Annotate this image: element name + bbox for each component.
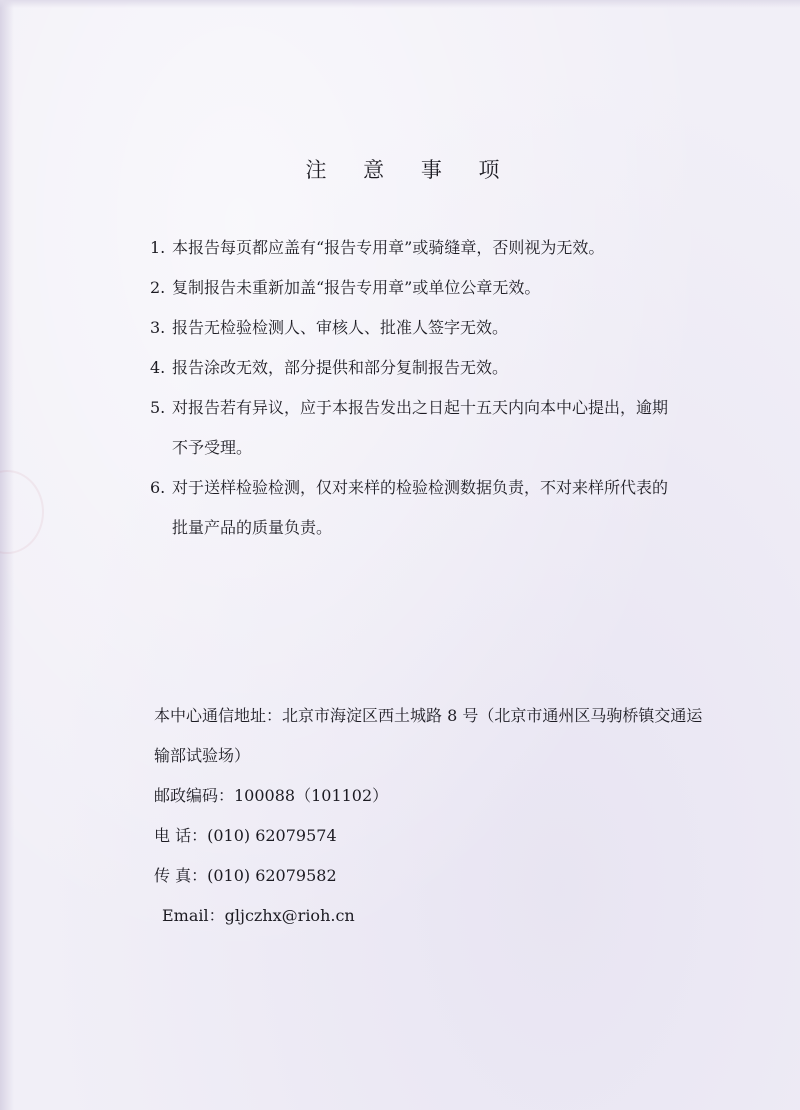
notice-item-6 [150, 468, 710, 548]
notice-number: 1. [150, 238, 166, 257]
seam-stamp-mark [0, 470, 44, 554]
contact-fax: 传 真：(010) 62079582 [154, 866, 337, 885]
notice-text: 本报告每页都应盖有“报告专用章”或骑缝章，否则视为无效。 [172, 238, 605, 257]
contact-email: Email：gljczhx@rioh.cn [162, 906, 355, 925]
notice-text: 报告涂改无效，部分提供和部分复制报告无效。 [172, 358, 509, 377]
contact-block [154, 696, 714, 936]
page-title: 注 意 事 项 [305, 158, 515, 182]
contact-address: 本中心通信地址：北京市海淀区西土城路 8 号（北京市通州区马驹桥镇交通运输部试验场） [154, 706, 703, 765]
notice-number: 3. [150, 318, 166, 337]
notice-text: 对报告若有异议，应于本报告发出之日起十五天内向本中心提出，逾期不予受理。 [172, 398, 669, 457]
contact-phone: 电 话：(010) 62079574 [154, 826, 337, 845]
notice-text: 报告无检验检测人、审核人、批准人签字无效。 [172, 318, 509, 337]
notice-list [150, 228, 710, 548]
notice-text: 复制报告未重新加盖“报告专用章”或单位公章无效。 [172, 278, 541, 297]
notice-text: 对于送样检验检测，仅对来样的检验检测数据负责，不对来样所代表的批量产品的质量负责。 [172, 478, 669, 537]
notice-item-5 [150, 388, 710, 468]
scan-top-shadow [0, 0, 800, 8]
notice-number: 2. [150, 278, 166, 297]
notice-number: 4. [150, 358, 166, 377]
notice-item-4 [150, 348, 710, 388]
notice-number: 5. [150, 398, 166, 417]
notice-item-2 [150, 268, 710, 308]
notice-item-3 [150, 308, 710, 348]
notice-number: 6. [150, 478, 166, 497]
notice-item-1 [150, 228, 710, 268]
contact-postcode: 邮政编码：100088（101102） [154, 786, 389, 805]
